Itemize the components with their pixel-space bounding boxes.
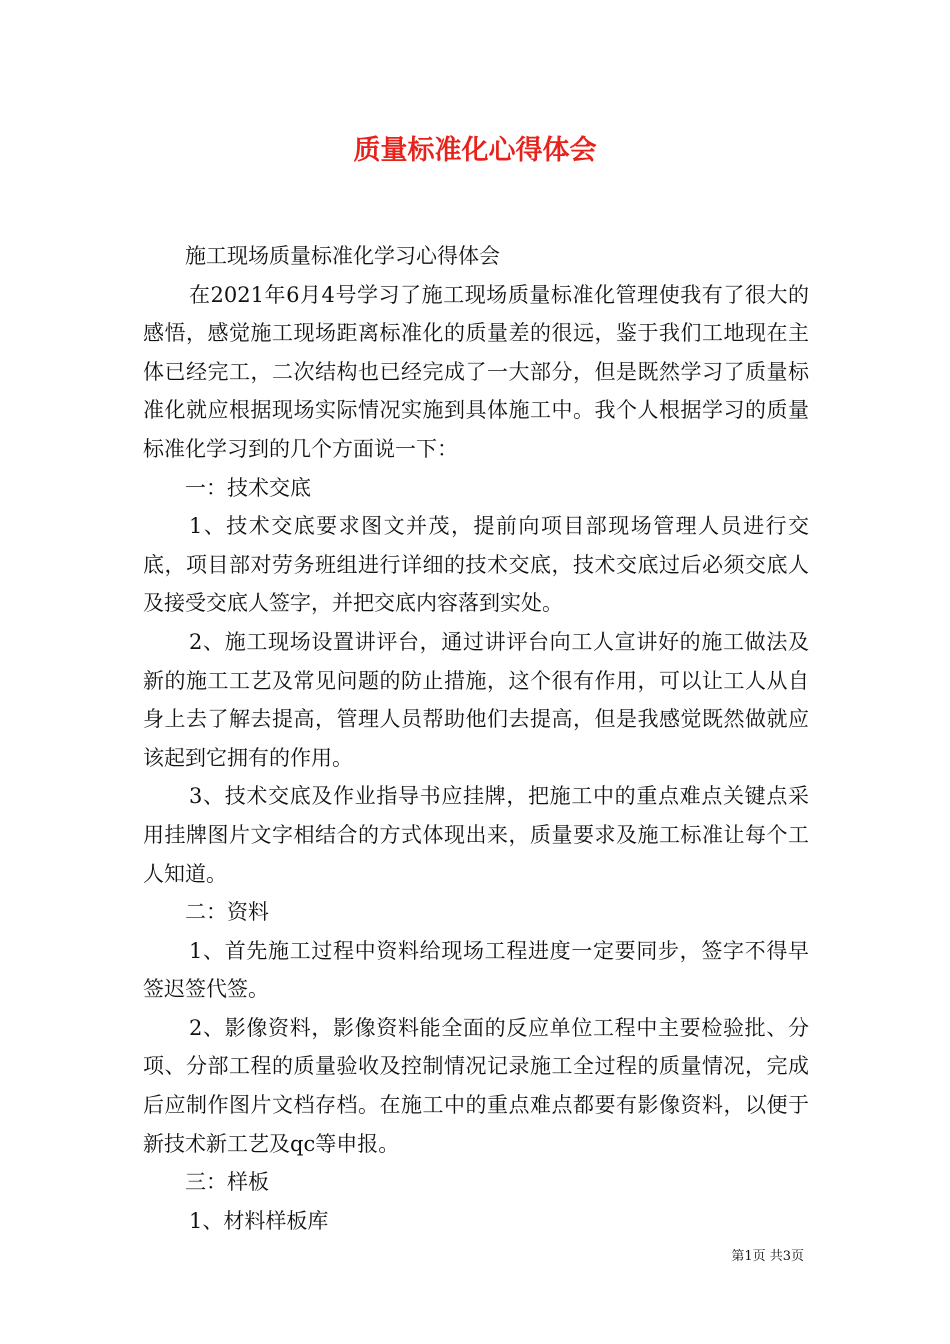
paragraph-technical-2: 2、施工现场设置讲评台，通过讲评台向工人宣讲好的施工做法及新的施工工艺及常见问题的防止措施，这个很有作用，可以让工人从自身上去了解去提高，管理人员帮助他们去提高，但是我感觉既然做就应该起到它拥有的作用。 [143, 629, 809, 770]
document-body [143, 237, 809, 1240]
section-heading-technical: 一：技术交底 [185, 475, 311, 500]
paragraph-documents-2: 2、影像资料，影像资料能全面的反应单位工程中主要检验批、分项、分部工程的质量验收及控制情况记录施工全过程的质量情况，完成后应制作图片文档存档。在施工中的重点难点都要有影像资料，以便于新技术新工艺及qc等申报。 [143, 1015, 809, 1156]
section-heading-samples: 三：样板 [185, 1170, 269, 1195]
paragraph-subtitle: 施工现场质量标准化学习心得体会 [185, 244, 500, 268]
paragraph-samples-1: 1、材料样板库 [189, 1208, 329, 1233]
section-heading-documents: 二：资料 [185, 900, 269, 925]
paragraph-intro: 在2021年6月4号学习了施工现场质量标准化管理使我有了很大的感悟，感觉施工现场距离标准化的质量差的很远，鉴于我们工地现在主体已经完工，二次结构也已经完成了一大部分，但是既然学习了质量标准化就应根据现场实际情况实施到具体施工中。我个人根据学习的质量标准化学习到的几个方面说一下： [143, 282, 809, 461]
page-number-footer: 第1页 共3页 [731, 1249, 804, 1264]
paragraph-technical-3: 3、技术交底及作业指导书应挂牌，把施工中的重点难点关键点采用挂牌图片文字相结合的方式体现出来，质量要求及施工标准让每个工人知道。 [143, 784, 809, 886]
paragraph-technical-1: 1、技术交底要求图文并茂，提前向项目部现场管理人员进行交底，项目部对劳务班组进行详细的技术交底，技术交底过后必须交底人及接受交底人签字，并把交底内容落到实处。 [143, 514, 809, 616]
document-title: 质量标准化心得体会 [353, 135, 597, 166]
paragraph-documents-1: 1、首先施工过程中资料给现场工程进度一定要同步，签字不得早签迟签代签。 [143, 938, 809, 1002]
